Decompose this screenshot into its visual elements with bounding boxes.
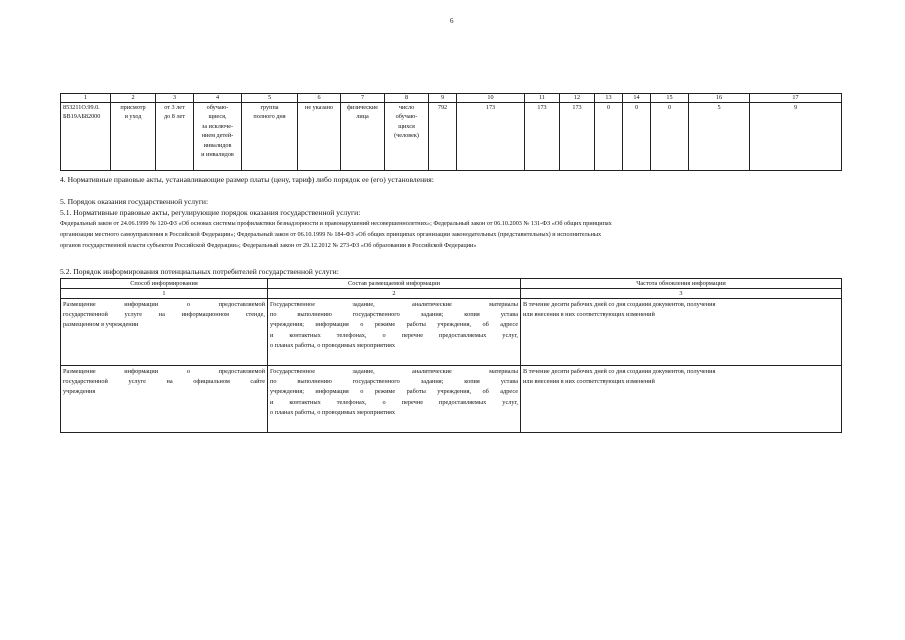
method-cell (61, 299, 268, 366)
not-specified-cell (298, 103, 341, 171)
registry-number-cell (61, 103, 111, 171)
cell-line: от 3 лет (164, 104, 185, 111)
cell-line: Государственное задание, аналитические материалы (270, 301, 518, 308)
column-number: 1 (61, 94, 111, 103)
cell-line: за исключе- (201, 122, 234, 130)
cell-line: по выполнению государственного задания; копия устава (270, 378, 518, 386)
consumers-cell (341, 103, 385, 171)
cell-line: и контактных телефонах, о перечне предоставляемых услуг, (270, 398, 518, 406)
column-number: 1 (61, 289, 268, 299)
cell-line: Размещение информации о предоставляемой (63, 301, 265, 308)
deviation-cell: 9 (750, 103, 842, 171)
cell-line: размещенном в учреждении (63, 321, 139, 329)
section-5-heading: 5. Порядок оказания государственной услуги: (60, 197, 209, 206)
value-cell: 173 (525, 103, 560, 171)
cell-line: щиеся, (208, 113, 227, 121)
column-number: 12 (560, 94, 595, 103)
cell-line: по выполнению государственного задания; копия устава (270, 311, 518, 319)
cell-line: учреждения; информация о режиме работы учреждения, об адресе (270, 321, 518, 329)
column-header: Способ информирования (61, 279, 268, 289)
column-number: 15 (651, 94, 689, 103)
column-number: 10 (457, 94, 525, 103)
cell-line: нием детей- (201, 132, 234, 140)
column-number: 3 (521, 289, 842, 299)
frequency-cell (521, 299, 842, 366)
table-header-row (61, 279, 842, 289)
value-cell: 0 (623, 103, 651, 171)
cell-line: или внесения в них соответствующих изменений (523, 311, 655, 319)
content-cell (268, 366, 521, 433)
category-cell (194, 103, 242, 171)
cell-line: о планах работы, о проводимых мероприятиях (270, 408, 396, 416)
law-line: Федеральный закон от 24.06.1999 № 120-ФЗ «Об основах системы профилактики безнадзорности и правонарушений несовершеннолетних»; Федеральный закон от 06.10.2003 № 131-ФЗ «Об общих принципах (60, 220, 612, 227)
page-number: 6 (450, 17, 454, 25)
cell-line: БВ19АБ82000 (63, 113, 101, 121)
cell-line: обучаю- (206, 104, 229, 111)
cell-line: инвалидов (203, 141, 232, 149)
cell-line: число (398, 104, 415, 111)
method-cell (61, 366, 268, 433)
value-cell: 173 (560, 103, 595, 171)
deviation-cell: 5 (689, 103, 750, 171)
column-number: 17 (750, 94, 842, 103)
column-header: Состав размещаемой информации (268, 279, 521, 289)
unit-code-cell: 792 (429, 103, 457, 171)
value-cell: 0 (651, 103, 689, 171)
section-5-2-heading: 5.2. Порядок информирования потенциальных потребителей государственной услуги: (60, 267, 339, 276)
section-4-heading: 4. Нормативные правовые акты, устанавливающие размер платы (цену, тариф) либо порядок ее (его) установления: (60, 175, 434, 184)
cell-line: учреждения; информация о режиме работы учреждения, об адресе (270, 388, 518, 396)
cell-line: лица (356, 113, 369, 121)
cell-line: (человек) (394, 132, 419, 140)
column-number: 11 (525, 94, 560, 103)
column-number: 16 (689, 94, 750, 103)
cell-line: и инвалидов (201, 151, 234, 159)
service-name-cell (111, 103, 156, 171)
column-number: 3 (156, 94, 194, 103)
cell-line: до 8 лет (164, 113, 185, 121)
column-number: 2 (111, 94, 156, 103)
value-cell: 173 (457, 103, 525, 171)
frequency-cell (521, 366, 842, 433)
cell-line: В течение десяти рабочих дней со дня создания документов, получения (523, 301, 716, 308)
table-header-row (61, 94, 842, 103)
service-indicators-table (60, 93, 842, 171)
cell-line: не указано (305, 104, 333, 111)
value-cell: 0 (595, 103, 623, 171)
cell-line: группа (260, 104, 279, 111)
stay-mode-cell (242, 103, 298, 171)
column-number: 2 (268, 289, 521, 299)
cell-line: физические (347, 104, 378, 111)
column-number: 8 (385, 94, 429, 103)
cell-line: присмотр (120, 104, 146, 111)
law-line: органов государственной власти субъектов Российской Федерации»; Федеральный закон от 29.12.2012 № 273-ФЗ «Об образовании в Российской Федерации» (60, 242, 477, 249)
column-header: Частота обновления информации (521, 279, 842, 289)
cell-line: государственной услуге на информационном стенде, (63, 311, 265, 319)
cell-line: Размещение информации о предоставляемой (63, 368, 265, 375)
content-cell (268, 299, 521, 366)
cell-line: и уход (124, 113, 142, 121)
age-cell (156, 103, 194, 171)
cell-line: о планах работы, о проводимых мероприятиях (270, 341, 396, 349)
table-row (61, 299, 842, 366)
column-number-row (61, 289, 842, 299)
table-row (61, 103, 842, 171)
column-number: 13 (595, 94, 623, 103)
cell-line: полного дня (253, 113, 286, 121)
law-line: организации местного самоуправления в Российской Федерации»; Федеральный закон от 06.10.1999 № 184-ФЗ «Об общих принципах организации законодательных (представительных) и исполнительных (60, 231, 602, 238)
column-number: 7 (341, 94, 385, 103)
column-number: 5 (242, 94, 298, 103)
informing-table (60, 278, 842, 433)
cell-line: Государственное задание, аналитические материалы (270, 368, 518, 375)
column-number: 4 (194, 94, 242, 103)
column-number: 6 (298, 94, 341, 103)
column-number: 9 (429, 94, 457, 103)
table-row (61, 366, 842, 433)
cell-line: государственной услуге на официальном сайте (63, 378, 265, 386)
cell-line: обучаю- (395, 113, 418, 121)
indicator-name-cell (385, 103, 429, 171)
cell-line: щихся (398, 122, 415, 130)
cell-line: учреждения (63, 388, 96, 396)
cell-line: или внесения в них соответствующих изменений (523, 378, 655, 386)
column-number: 14 (623, 94, 651, 103)
cell-line: 853211О.99.0. (63, 104, 100, 111)
cell-line: В течение десяти рабочих дней со дня создания документов, получения (523, 368, 716, 375)
cell-line: и контактных телефонах, о перечне предоставляемых услуг, (270, 331, 518, 339)
section-5-1-heading: 5.1. Нормативные правовые акты, регулирующие порядок оказания государственной услуги: (60, 208, 361, 217)
